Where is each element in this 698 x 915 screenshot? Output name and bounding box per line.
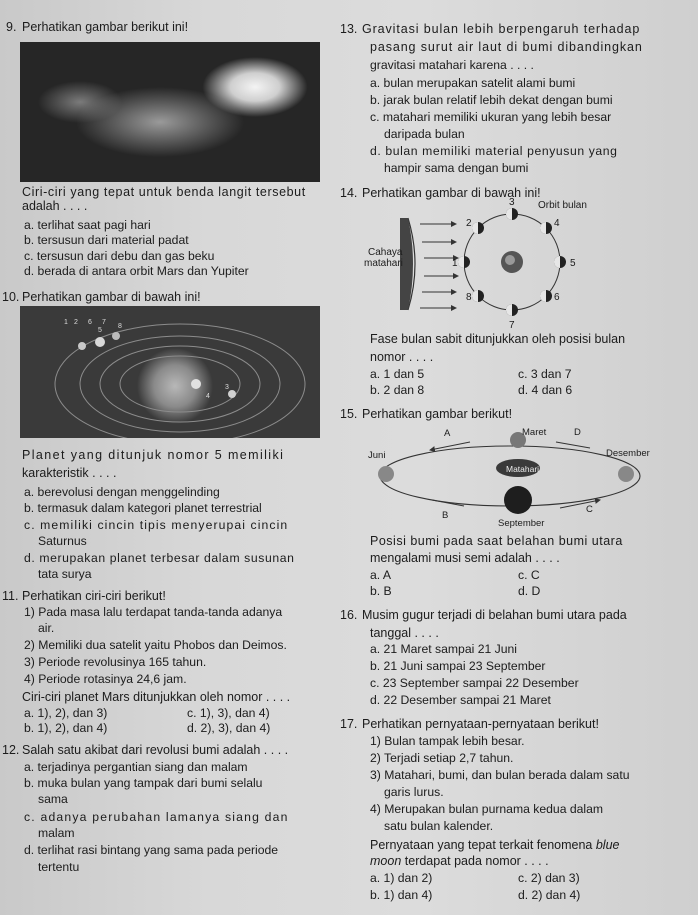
q10-planet-label-4: 4 bbox=[206, 393, 210, 400]
q10-option-c[interactable]: c. memiliki cincin tipis menyerupai cincin bbox=[24, 518, 289, 532]
q14-stem: Perhatikan gambar di bawah ini! bbox=[362, 186, 541, 200]
q14-option-c[interactable]: c. 3 dan 7 bbox=[518, 367, 572, 381]
q17-statement-3: 3) Matahari, bumi, dan bulan berada dalam satu bbox=[370, 768, 630, 782]
q13-number: 13. bbox=[340, 22, 358, 36]
q10-stem: Perhatikan gambar di bawah ini! bbox=[22, 290, 201, 304]
q11-ask: Ciri-ciri planet Mars ditunjukkan oleh nomor . . . . bbox=[22, 690, 291, 704]
q11-statement-1-cont: air. bbox=[38, 621, 55, 635]
q15-stem: Perhatikan gambar berikut! bbox=[362, 407, 513, 421]
q13-option-d-cont: hampir sama dengan bumi bbox=[384, 161, 529, 175]
q13-line3: gravitasi matahari karena . . . . bbox=[370, 58, 534, 72]
q9-desc: Ciri-ciri yang tepat untuk benda langit tersebut bbox=[22, 185, 306, 199]
q14-pos-1: 1 bbox=[452, 258, 458, 269]
q17-ask2-moon: moon bbox=[370, 854, 402, 868]
q14-ask1: Fase bulan sabit ditunjukkan oleh posisi bulan bbox=[370, 332, 626, 346]
q11-statement-4: 4) Periode rotasinya 24,6 jam. bbox=[24, 672, 187, 686]
q14-pos-6: 6 bbox=[554, 292, 560, 303]
q17-ask1-text: Pernyataan yang tepat terkait fenomena bbox=[370, 838, 593, 852]
q14-pos-5: 5 bbox=[570, 258, 576, 269]
q15-label-a: A bbox=[444, 428, 451, 439]
q10-option-c-cont: Saturnus bbox=[38, 534, 87, 548]
q17-statement-4: 4) Merupakan bulan purnama kedua dalam bbox=[370, 802, 604, 816]
q17-ask2 bbox=[370, 854, 549, 869]
q9-option-d[interactable]: d. berada di antara orbit Mars dan Yupiter bbox=[24, 264, 249, 278]
q10-planet-label-6: 6 bbox=[88, 319, 92, 326]
q15-label-b: B bbox=[442, 510, 449, 521]
q14-pos-7: 7 bbox=[509, 320, 515, 330]
q12-option-c-cont: malam bbox=[38, 826, 75, 840]
q10-planet-label-3: 3 bbox=[225, 384, 229, 391]
q14-light-label-1: Cahaya bbox=[368, 247, 403, 258]
q14-option-d[interactable]: d. 4 dan 6 bbox=[518, 383, 573, 397]
q16-option-b[interactable]: b. 21 Juni sampai 23 September bbox=[370, 659, 546, 673]
q10-option-d[interactable]: d. merupakan planet terbesar dalam susunan bbox=[24, 551, 295, 565]
q12-option-c[interactable]: c. adanya perubahan lamanya siang dan bbox=[24, 810, 289, 824]
q17-statement-2: 2) Terjadi setiap 2,7 tahun. bbox=[370, 751, 514, 765]
q16-number: 16. bbox=[340, 608, 358, 622]
q15-label-maret: Maret bbox=[522, 427, 547, 438]
q12-option-b-cont: sama bbox=[38, 792, 68, 806]
q10-line2: karakteristik . . . . bbox=[22, 466, 117, 480]
q15-label-september: September bbox=[498, 518, 545, 529]
q16-option-d[interactable]: d. 22 Desember sampai 21 Maret bbox=[370, 693, 551, 707]
q15-option-c[interactable]: c. C bbox=[518, 568, 540, 582]
q9-stem: Perhatikan gambar berikut ini! bbox=[22, 20, 189, 34]
q11-stem: Perhatikan ciri-ciri berikut! bbox=[22, 589, 166, 603]
q15-ask2: mengalami musi semi adalah . . . . bbox=[370, 551, 560, 565]
q14-number: 14. bbox=[340, 186, 358, 200]
q9-number: 9. bbox=[6, 20, 17, 34]
q12-option-d-cont: tertentu bbox=[38, 860, 80, 874]
q15-label-juni: Juni bbox=[368, 450, 386, 461]
q17-ask2-text: terdapat pada nomor . . . . bbox=[404, 854, 549, 868]
q12-stem: Salah satu akibat dari revolusi bumi adalah . . . . bbox=[22, 743, 289, 757]
q14-pos-8: 8 bbox=[466, 292, 472, 303]
q17-option-a[interactable]: a. 1) dan 2) bbox=[370, 871, 433, 885]
q12-option-b[interactable]: b. muka bulan yang tampak dari bumi selalu bbox=[24, 776, 263, 790]
q17-ask1-blue: blue bbox=[595, 838, 620, 852]
q10-planet-label-2: 2 bbox=[74, 319, 78, 326]
q12-number: 12. bbox=[2, 743, 20, 757]
q16-option-a[interactable]: a. 21 Maret sampai 21 Juni bbox=[370, 642, 518, 656]
q15-earth-orbit-diagram bbox=[360, 420, 660, 532]
q17-option-c[interactable]: c. 2) dan 3) bbox=[518, 871, 580, 885]
q13-option-c-cont: daripada bulan bbox=[384, 127, 465, 141]
q10-option-b[interactable]: b. termasuk dalam kategori planet terrestrial bbox=[24, 501, 262, 515]
q11-option-a[interactable]: a. 1), 2), dan 3) bbox=[24, 706, 108, 720]
q12-option-a[interactable]: a. terjadinya pergantian siang dan malam bbox=[24, 760, 248, 774]
q16-option-c[interactable]: c. 23 September sampai 22 Desember bbox=[370, 676, 579, 690]
q13-line1: Gravitasi bulan lebih berpengaruh terhadap bbox=[362, 22, 641, 36]
q14-orbit-label: Orbit bulan bbox=[538, 200, 587, 211]
q10-planet-label-7: 7 bbox=[102, 319, 106, 326]
q10-line1: Planet yang ditunjuk nomor 5 memiliki bbox=[22, 448, 285, 462]
q17-stem: Perhatikan pernyataan-pernyataan berikut! bbox=[362, 717, 599, 731]
q13-option-a[interactable]: a. bulan merupakan satelit alami bumi bbox=[370, 76, 576, 90]
q15-label-matahari: Matahari bbox=[506, 464, 540, 474]
q14-pos-4: 4 bbox=[554, 218, 560, 229]
q14-light-label-2: matahari bbox=[364, 258, 403, 269]
q11-option-b[interactable]: b. 1), 2), dan 4) bbox=[24, 721, 108, 735]
q14-pos-2: 2 bbox=[466, 218, 472, 229]
q10-solar-system-photo bbox=[20, 306, 320, 438]
q10-option-d-cont: tata surya bbox=[38, 567, 92, 581]
q15-number: 15. bbox=[340, 407, 358, 421]
q9-nebula-photo bbox=[20, 42, 320, 182]
q17-ask1 bbox=[370, 838, 620, 853]
q13-option-b[interactable]: b. jarak bulan relatif lebih dekat dengan bumi bbox=[370, 93, 613, 107]
q15-label-desember: Desember bbox=[606, 448, 650, 459]
q13-line2: pasang surut air laut di bumi dibandingkan bbox=[370, 40, 643, 54]
q13-option-d[interactable]: d. bulan memiliki material penyusun yang bbox=[370, 144, 618, 158]
q17-option-d[interactable]: d. 2) dan 4) bbox=[518, 888, 581, 902]
q17-number: 17. bbox=[340, 717, 358, 731]
q11-statement-3: 3) Periode revolusinya 165 tahun. bbox=[24, 655, 207, 669]
q13-option-c[interactable]: c. matahari memiliki ukuran yang lebih besar bbox=[370, 110, 612, 124]
q11-option-d[interactable]: d. 2), 3), dan 4) bbox=[187, 721, 271, 735]
q10-planet-label-8: 8 bbox=[118, 323, 122, 330]
q17-option-b[interactable]: b. 1) dan 4) bbox=[370, 888, 433, 902]
q10-planet-label-5: 5 bbox=[98, 327, 102, 334]
q17-statement-3-cont: garis lurus. bbox=[384, 785, 444, 799]
q14-option-a[interactable]: a. 1 dan 5 bbox=[370, 367, 425, 381]
q16-stem: Musim gugur terjadi di belahan bumi utara pada bbox=[362, 608, 627, 622]
q9-desc2: adalah . . . . bbox=[22, 199, 88, 213]
q15-option-a[interactable]: a. A bbox=[370, 568, 392, 582]
q15-option-b[interactable]: b. B bbox=[370, 584, 392, 598]
q11-option-c[interactable]: c. 1), 3), dan 4) bbox=[187, 706, 270, 720]
q15-label-d: D bbox=[574, 427, 581, 438]
q9-option-a[interactable]: a. terlihat saat pagi hari bbox=[24, 218, 151, 232]
q15-option-d[interactable]: d. D bbox=[518, 584, 541, 598]
q9-option-c[interactable]: c. tersusun dari debu dan gas beku bbox=[24, 249, 215, 263]
q10-number: 10. bbox=[2, 290, 20, 304]
q15-ask1: Posisi bumi pada saat belahan bumi utara bbox=[370, 534, 623, 548]
q11-statement-1: 1) Pada masa lalu terdapat tanda-tanda adanya bbox=[24, 605, 283, 619]
q12-option-d[interactable]: d. terlihat rasi bintang yang sama pada periode bbox=[24, 843, 279, 857]
q17-statement-4-cont: satu bulan kalender. bbox=[384, 819, 494, 833]
q14-moon-phase-diagram bbox=[360, 196, 630, 330]
q14-option-b[interactable]: b. 2 dan 8 bbox=[370, 383, 425, 397]
q11-statement-2: 2) Memiliki dua satelit yaitu Phobos dan Deimos. bbox=[24, 638, 287, 652]
q10-option-a[interactable]: a. berevolusi dengan menggelinding bbox=[24, 485, 220, 499]
q10-planet-label-1: 1 bbox=[64, 319, 68, 326]
q17-statement-1: 1) Bulan tampak lebih besar. bbox=[370, 734, 525, 748]
q11-number: 11. bbox=[2, 589, 19, 603]
q14-pos-3: 3 bbox=[509, 197, 515, 208]
q14-ask2: nomor . . . . bbox=[370, 350, 434, 364]
q16-stem2: tanggal . . . . bbox=[370, 626, 439, 640]
q9-option-b[interactable]: b. tersusun dari material padat bbox=[24, 233, 189, 247]
q15-label-c: C bbox=[586, 504, 593, 515]
